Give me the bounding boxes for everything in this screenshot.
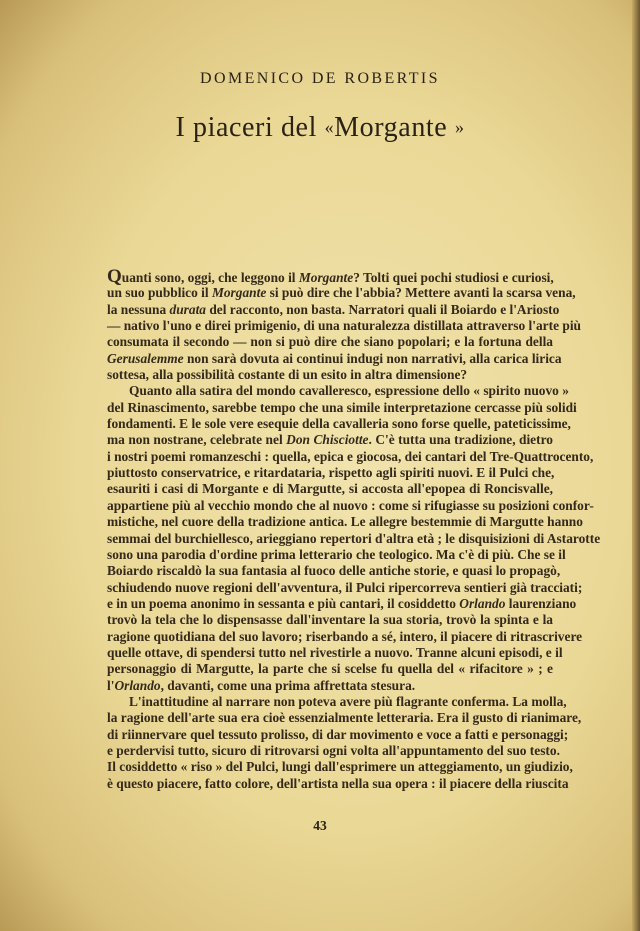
text-line <box>107 612 553 628</box>
text-line <box>107 775 569 792</box>
text-line <box>107 514 583 530</box>
text-line <box>107 530 601 547</box>
text-line <box>107 318 581 334</box>
text-run: si può dire che l'abbia? Mettere avanti la scarsa vena, <box>266 285 576 301</box>
text-line <box>107 350 562 367</box>
text-run: non sarà dovuta ai continui indugi non narrativi, alla carica lirica <box>183 350 562 366</box>
text-run: trovò la tela che lo dispensasse dall'inventare la sua storia, trovò la spinta e la <box>107 612 553 628</box>
italic-title: Orlando <box>114 677 161 693</box>
text-run: personaggio di Margutte, la parte che si scelse fu quella del « rifacitore » ; e <box>107 661 553 677</box>
text-run: un suo pubblico il <box>107 285 212 301</box>
text-line <box>107 710 582 726</box>
author-name: DOMENICO DE ROBERTIS <box>200 70 440 87</box>
text-line <box>107 334 553 350</box>
text-run: piuttosto conservatrice, e ritardataria, rispetto agli spiriti nuovi. E il Pulci che, <box>107 465 555 481</box>
text-line <box>107 367 553 383</box>
page-number: 43 <box>313 818 327 833</box>
text-line <box>107 301 560 318</box>
italic-title: Morgante <box>211 285 267 301</box>
title-open-quote: « <box>324 117 335 137</box>
text-line <box>107 448 594 465</box>
title-main: I piaceri del <box>175 112 317 143</box>
body-text <box>107 266 601 792</box>
text-line <box>107 399 577 416</box>
text-line <box>107 595 577 612</box>
text-run: . C'è tutta una tradizione, dietro <box>368 432 553 448</box>
text-run: ? Tolti quei pochi studiosi e curiosi, <box>353 270 554 285</box>
text-line <box>107 416 571 432</box>
text-line <box>107 465 553 481</box>
text-line <box>107 383 569 399</box>
chapter-title <box>0 112 640 144</box>
paragraph <box>107 693 582 792</box>
text-run: esauriti i casi di Morgante e di Margutte, si accosta all'epopea di Roncisvalle, <box>107 481 553 497</box>
text-run: — nativo l'uno e direi primigenio, di una naturalezza distillata attraverso l'arte più <box>107 318 581 334</box>
text-line <box>107 628 583 645</box>
italic-title: durata <box>169 301 206 317</box>
text-line <box>107 678 553 694</box>
text-run: la nessuna <box>107 301 170 317</box>
text-run: ragione quotidiana del suo lavoro; riserbando a sé, intero, il piacere di ritrascrivere <box>107 628 583 644</box>
text-line <box>107 481 553 497</box>
text-run: è questo piacere, fatto colore, dell'artista nella sua opera : il piacere della riuscita <box>107 775 569 791</box>
italic-title: Gerusalemme <box>107 350 184 366</box>
text-line <box>107 726 569 743</box>
text-line <box>107 266 554 287</box>
text-line <box>107 563 561 579</box>
paragraph <box>107 266 581 383</box>
drop-cap: Q <box>107 266 122 287</box>
title-close-quote: » <box>454 117 465 137</box>
text-run: ma non nostrane, celebrate nel <box>107 432 287 448</box>
text-run: fondamenti. E le sole vere esequie della cavalleria sono forse quelle, pateticissime, <box>107 416 571 432</box>
text-run: uanti sono, oggi, che leggono il <box>121 270 299 285</box>
text-run: sono una parodia d'ordine prima letterario che teologico. Ma c'è di più. Che se il <box>107 546 566 562</box>
text-run: appartiene più al vecchio mondo che al nuovo : come si rifugiasse su posizioni confor- <box>107 497 594 513</box>
text-run: semmai del burchiellesco, arieggiano repertori d'altra età ; le disquisizioni di Astarotte <box>107 530 601 546</box>
text-line <box>107 497 594 514</box>
text-run: consumata il secondo — non si può dire che siano popolari; e la fortuna della <box>107 334 553 350</box>
text-run: , davanti, come una prima affrettata stesura. <box>160 677 416 693</box>
text-line <box>107 742 560 759</box>
text-run: di riinnervare quel tessuto prolisso, di dar movimento e voce a fatti e personaggi; <box>107 726 569 742</box>
title-work: Morgante <box>334 112 448 143</box>
text-run: e in un poema anonimo in sessanta e più cantari, il cosiddetto <box>107 595 460 611</box>
text-run: quelle ottave, di spendersi tutto nel rivestirle a nuovo. Tranne alcuni episodi, e il <box>107 644 563 660</box>
text-run: Quanto alla satira del mondo cavalleresco, espressione dello « spirito nuovo » <box>129 383 569 399</box>
text-run: del Rinascimento, sarebbe tempo che una simile interpretazione cercasse più solidi <box>107 399 577 415</box>
text-line <box>107 759 573 775</box>
text-run: e perdervisi tutto, sicuro di ritrovarsi ogni volta all'appuntamento del suo testo. <box>107 742 560 758</box>
text-run: Il cosiddetto « riso » del Pulci, lungi dall'esprimere un atteggiamento, un giudizio, <box>107 759 573 775</box>
paragraph <box>107 383 601 694</box>
text-line <box>107 579 583 596</box>
text-run: la ragione dell'arte sua era cioè essenzialmente letteraria. Era il gusto di rianimare, <box>107 710 582 726</box>
text-line <box>107 661 553 677</box>
text-line <box>107 644 563 661</box>
text-run: L'inattitudine al narrare non poteva avere più flagrante conferma. La molla, <box>129 693 567 709</box>
text-run: schiudendo nuove regioni dell'avventura, il Pulci ripercorreva sentieri già tracciati; <box>107 579 583 595</box>
text-run: Boiardo riscaldò la sua fantasia al fuoco delle antiche storie, e quasi lo propagò, <box>107 563 561 579</box>
text-run: sottesa, alla possibilità costante di un esito in altra dimensione? <box>107 367 468 383</box>
text-run: l' <box>107 677 115 693</box>
text-run: del racconto, non basta. Narratori quali il Boiardo e l'Ariosto <box>205 301 560 317</box>
italic-title: Morgante <box>298 270 354 285</box>
italic-title: Orlando <box>459 595 506 611</box>
text-line <box>107 432 553 448</box>
text-line <box>107 693 567 710</box>
text-line <box>107 546 566 563</box>
text-run: mistiche, nel cuore della tradizione antica. Le allegre bestemmie di Margutte hanno <box>107 514 583 530</box>
text-run: laurenziano <box>505 595 577 611</box>
italic-title: Don Chisciotte <box>286 432 369 448</box>
text-line <box>107 285 576 301</box>
text-run: i nostri poemi romanzeschi : quella, epica e giocosa, dei cantari del Tre-Quattrocento, <box>107 448 594 464</box>
